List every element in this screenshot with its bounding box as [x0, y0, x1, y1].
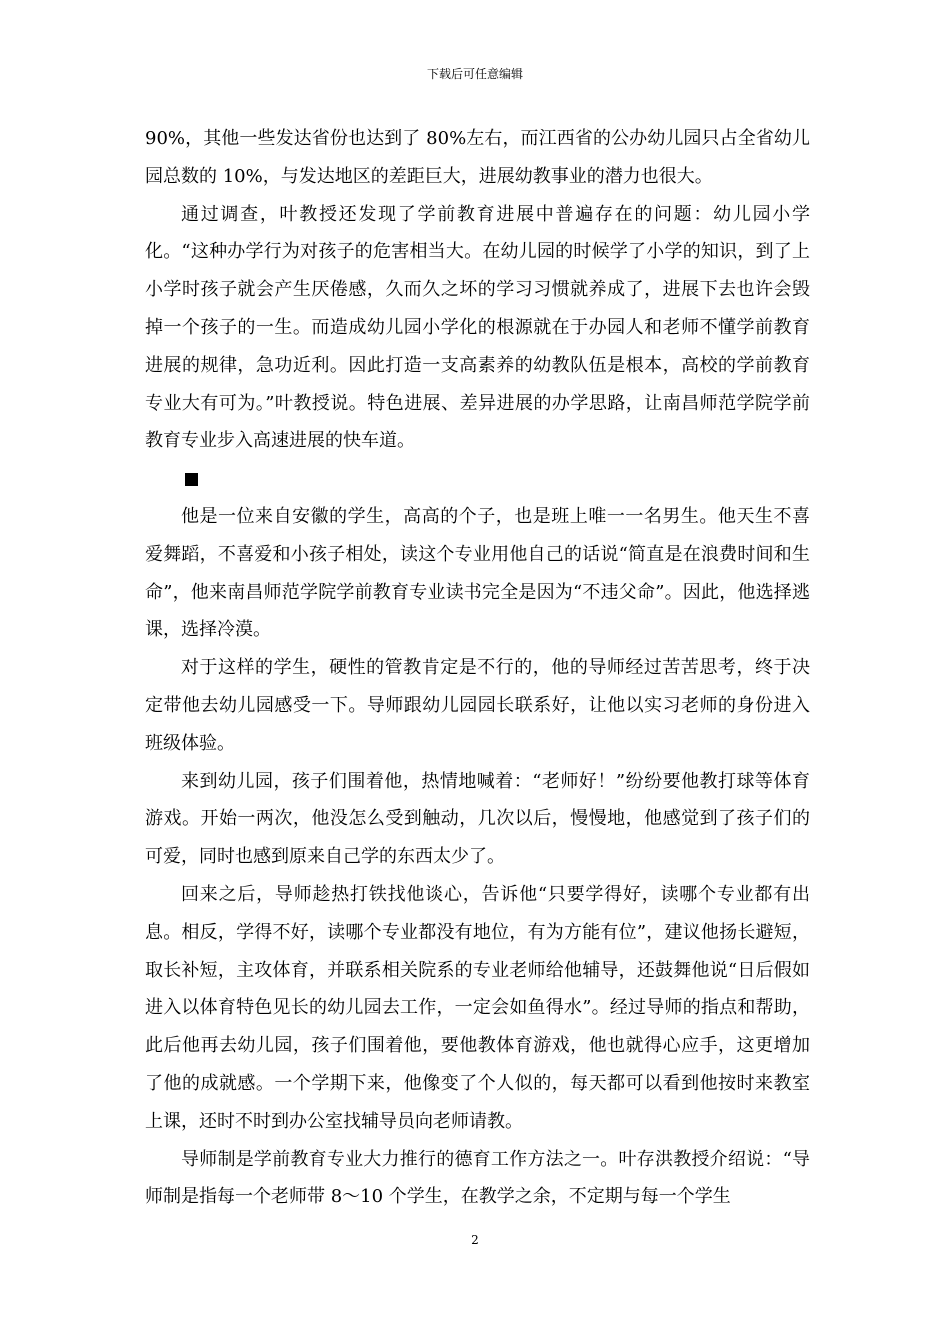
page-header-note: 下载后可任意编辑: [426, 67, 523, 81]
page-number: 2: [471, 1233, 479, 1247]
paragraph-survey-findings: 通过调查，叶教授还发现了学前教育进展中普遍存在的问题：幼儿园小学化。“这种办学行为对孩子的危害相当大。在幼儿园的时候学了小学的知识，到了上小学时孩子就会产生厌倦感，久而久之坏的学习习惯就养成了，进展下去也许会毁掉一个孩子的一生。而造成幼儿园小学化的根源就在于办园人和老师不懂学前教育进展的规律，急功近利。因此打造一支高素养的幼教队伍是根本，高校的学前教育专业大有可为。”叶教授说。特色进展、差异进展的办学思路，让南昌师范学院学前教育专业步入高速进展的快车道。: [145, 203, 810, 452]
document-body: [145, 120, 810, 1216]
paragraph-mentor-system: 导师制是学前教育专业大力推行的德育工作方法之一。叶存洪教授介绍说：“导师制是指每一个老师带 8～10 个学生，在教学之余，不定期与每一个学生: [145, 1148, 810, 1208]
paragraph-mentor-talk: 回来之后，导师趁热打铁找他谈心，告诉他“只要学得好，读哪个专业都有出息。相反，学得不好，读哪个专业都没有地位，有为方能有位”，建议他扬长避短，取长补短，主攻体育，并联系相关院系的专业老师给他辅导，还鼓舞他说“日后假如进入以体育特色见长的幼儿园去工作，一定会如鱼得水”。经过导师的指点和帮助，此后他再去幼儿园，孩子们围着他，要他教体育游戏，他也就得心应手，这更增加了他的成就感。一个学期下来，他像变了个人似的，每天都可以看到他按时来教室上课，还时不时到办公室找辅导员向老师请教。: [145, 883, 810, 1132]
paragraph-mentor-decision: 对于这样的学生，硬性的管教肯定是不行的，他的导师经过苦苦思考，终于决定带他去幼儿园感受一下。导师跟幼儿园园长联系好，让他以实习老师的身份进入班级体验。: [145, 657, 810, 754]
paragraph-continuation: 90%，其他一些发达省份也达到了 80%左右，而江西省的公办幼儿园只占全省幼儿园总数的 10%，与发达地区的差距巨大，进展幼教事业的潜力也很大。: [145, 128, 810, 187]
black-square-icon: [185, 473, 198, 486]
paragraph-student-story: 他是一位来自安徽的学生，高高的个子，也是班上唯一一名男生。他天生不喜爱舞蹈，不喜爱和小孩子相处，读这个专业用他自己的话说“简直是在浪费时间和生命”，他来南昌师范学院学前教育专业读书完全是因为“不违父命”。因此，他选择逃课，选择冷漠。: [145, 505, 810, 641]
section-marker: [145, 460, 810, 498]
paragraph-kindergarten-visit: 来到幼儿园，孩子们围着他，热情地喊着：“老师好！”纷纷要他教打球等体育游戏。开始一两次，他没怎么受到触动，几次以后，慢慢地，他感觉到了孩子们的可爱，同时也感到原来自己学的东西太少了。: [145, 770, 810, 868]
